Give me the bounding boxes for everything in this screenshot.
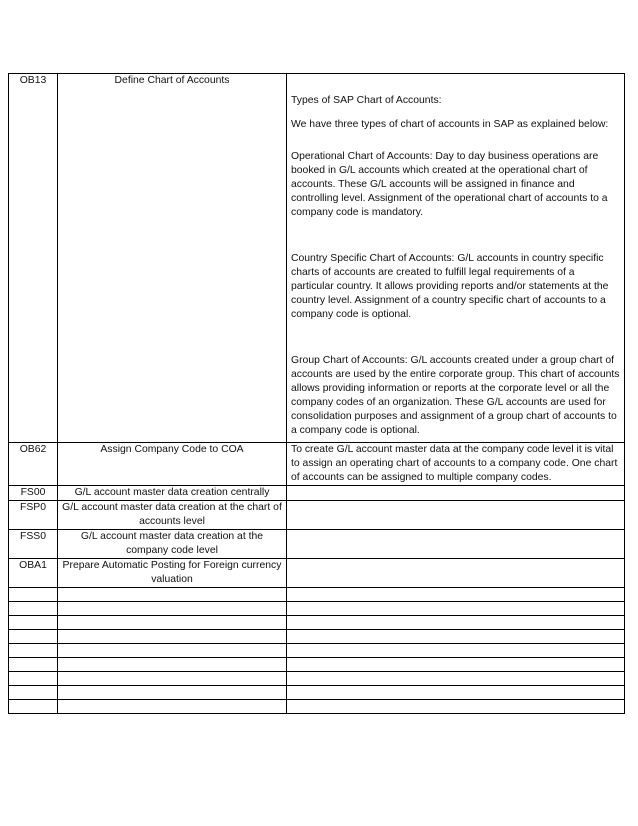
tcode-cell: FSS0 [9,530,58,559]
empty-cell [9,602,58,616]
empty-cell [58,588,287,602]
empty-cell [58,644,287,658]
empty-cell [287,630,625,644]
empty-row [9,588,625,602]
table-row [9,486,625,501]
empty-cell [9,616,58,630]
empty-cell [9,686,58,700]
empty-row [9,686,625,700]
empty-cell [287,588,625,602]
empty-cell [58,686,287,700]
empty-row [9,700,625,714]
empty-cell [287,686,625,700]
tcode-name-cell: Assign Company Code to COA [58,443,287,486]
description-cell: To create G/L account master data at the company code level it is vital to assign an operating chart of accounts to a company code. One chart of accounts can be assigned to multiple company codes. [287,443,625,486]
empty-cell [58,658,287,672]
empty-cell [9,630,58,644]
tcode-name-cell: G/L account master data creation at the company code level [58,530,287,559]
empty-cell [58,672,287,686]
tcode-cell: OBA1 [9,559,58,588]
empty-cell [9,672,58,686]
operational-coa-paragraph: Operational Chart of Accounts: Day to day business operations are booked in G/L accounts which created at the operational chart of accounts. These G/L accounts will be assigned in finance and controlling level. Assignment of the operational chart of accounts to a company code is mandatory. [291,151,608,218]
tcode-name-cell: G/L account master data creation at the chart of accounts level [58,501,287,530]
empty-cell [9,588,58,602]
empty-cell [58,700,287,714]
tcode-name-cell: Define Chart of Accounts [58,74,287,443]
coa-types-intro: We have three types of chart of accounts in SAP as explained below: [291,119,609,130]
empty-cell [9,700,58,714]
empty-cell [287,602,625,616]
coa-types-heading: Types of SAP Chart of Accounts: [291,95,442,106]
tcode-name-cell: Prepare Automatic Posting for Foreign currency valuation [58,559,287,588]
transaction-table [8,73,625,714]
country-coa-paragraph: Country Specific Chart of Accounts: G/L accounts in country specific charts of accounts are created to fulfill legal requirements of a particular country. It allows providing reports and/or statements at the country level. Assignment of a country specific chart of accounts to a company code is optional. [291,253,609,320]
empty-row [9,644,625,658]
tcode-cell: OB13 [9,74,58,443]
tcode-cell: FSP0 [9,501,58,530]
empty-row [9,672,625,686]
empty-cell [58,602,287,616]
empty-cell [58,616,287,630]
empty-cell [287,644,625,658]
description-cell [287,501,625,530]
empty-row [9,630,625,644]
empty-cell [9,644,58,658]
tcode-cell: FS00 [9,486,58,501]
empty-row [9,658,625,672]
table-row [9,559,625,588]
table-row [9,74,625,443]
table-row [9,443,625,486]
description-cell [287,74,625,443]
empty-cell [287,616,625,630]
description-cell [287,530,625,559]
table-row [9,501,625,530]
empty-cell [287,672,625,686]
description-cell [287,486,625,501]
empty-row [9,602,625,616]
group-coa-paragraph: Group Chart of Accounts: G/L accounts created under a group chart of accounts are used by the entire corporate group. This chart of accounts allows providing information or reports at the corporate level or all the company codes of an organization. These G/L accounts are used for consolidation purposes and assignment of a group chart of accounts to a company code is optional. [291,355,620,436]
description-cell [287,559,625,588]
empty-cell [287,658,625,672]
empty-cell [58,630,287,644]
table-row [9,530,625,559]
empty-cell [9,658,58,672]
tcode-name-cell: G/L account master data creation centrally [58,486,287,501]
tcode-cell: OB62 [9,443,58,486]
empty-row [9,616,625,630]
empty-cell [287,700,625,714]
